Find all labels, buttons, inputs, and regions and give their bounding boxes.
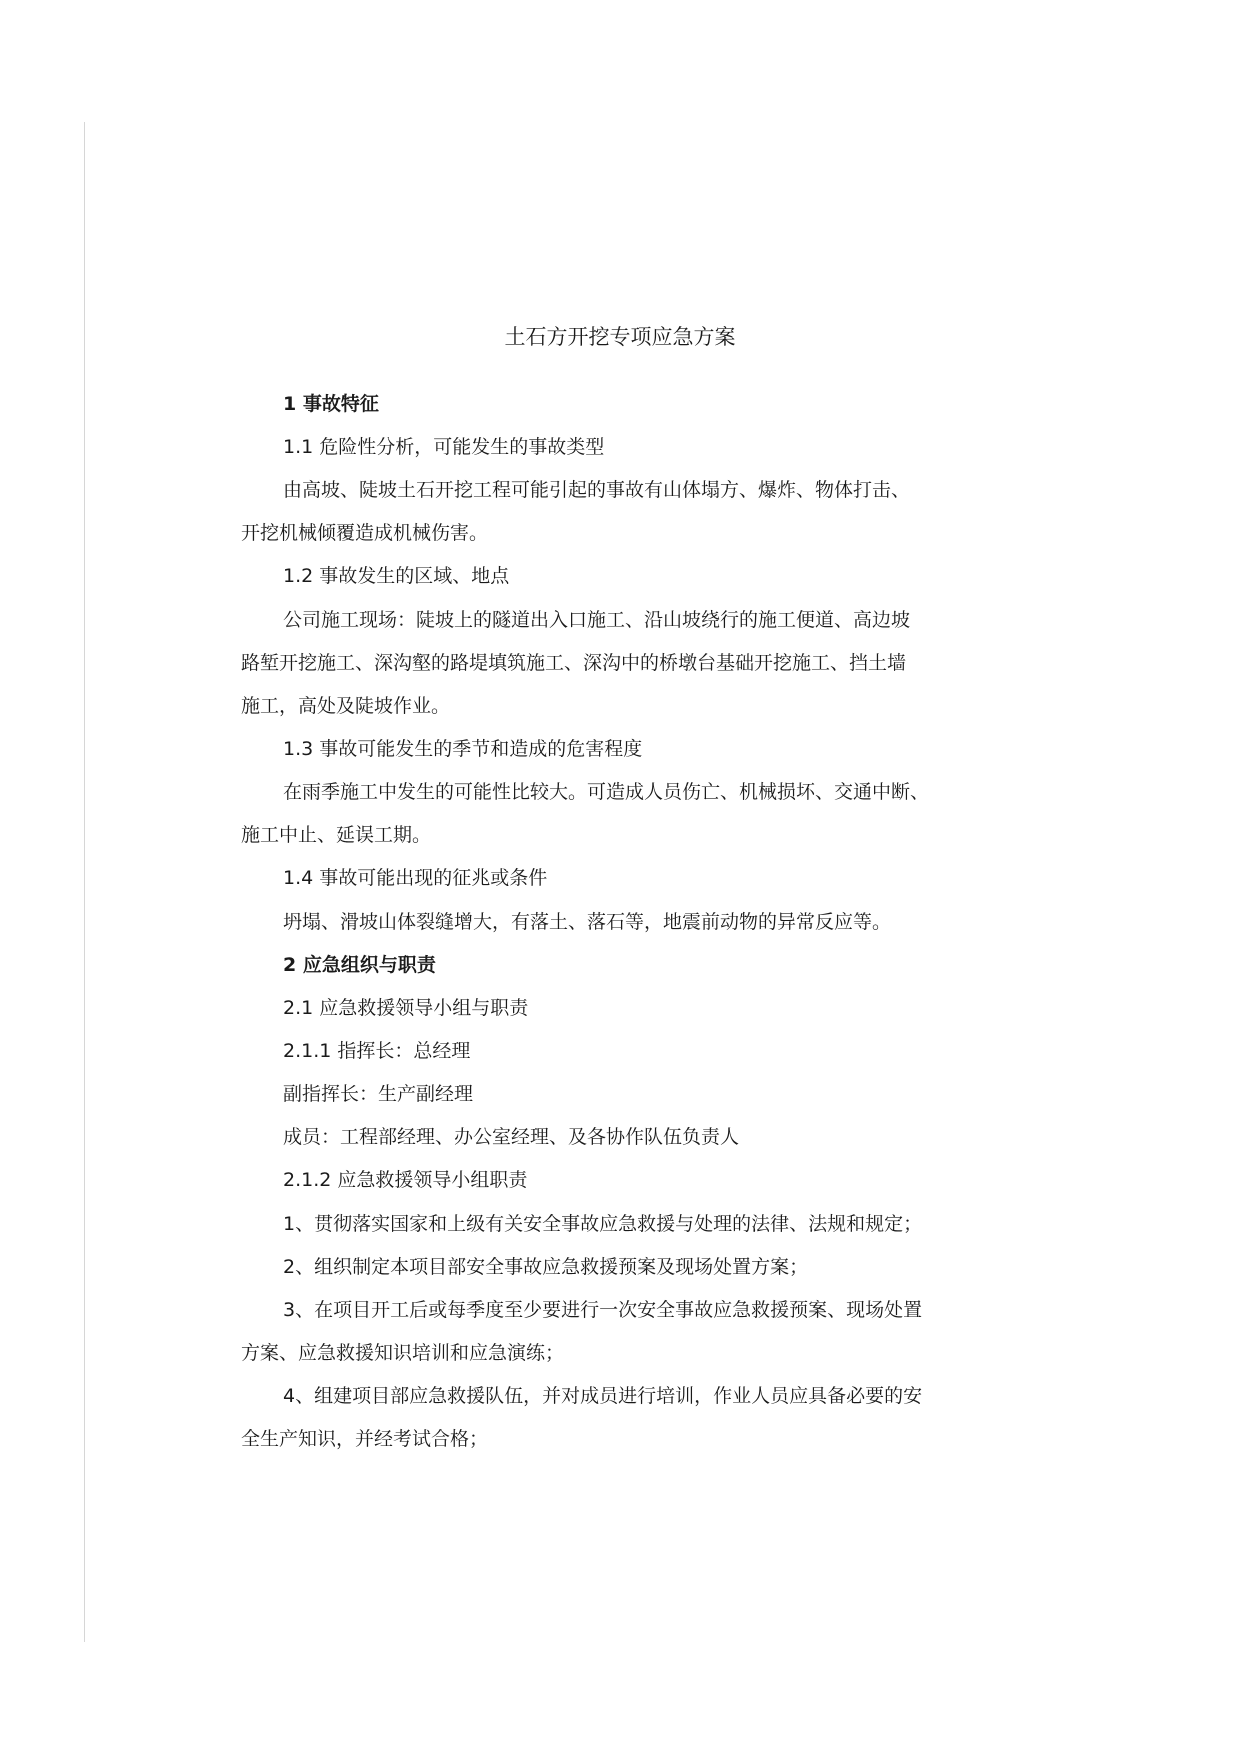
paragraph-line: 坍塌、滑坡山体裂缝增大，有落土、落石等，地震前动物的异常反应等。 xyxy=(283,911,892,933)
document-title: 土石方开挖专项应急方案 xyxy=(504,325,736,349)
list-item: 3、在项目开工后或每季度至少要进行一次安全事故应急救援预案、现场处置 xyxy=(283,1299,923,1321)
paragraph-line: 在雨季施工中发生的可能性比较大。可造成人员伤亡、机械损坏、交通中断、 xyxy=(283,781,930,803)
list-item-continuation: 方案、应急救援知识培训和应急演练； xyxy=(241,1342,565,1364)
subsection-heading-1-4: 1.4 事故可能出现的征兆或条件 xyxy=(283,867,548,889)
list-item: 4、组建项目部应急救援队伍，并对成员进行培训，作业人员应具备必要的安 xyxy=(283,1385,923,1407)
paragraph-line: 成员：工程部经理、办公室经理、及各协作队伍负责人 xyxy=(283,1126,740,1148)
list-item: 2、组织制定本项目部安全事故应急救援预案及现场处置方案； xyxy=(283,1256,809,1278)
section-heading-1: 1 事故特征 xyxy=(283,393,379,415)
list-item-continuation: 全生产知识，并经考试合格； xyxy=(241,1428,489,1450)
subsection-heading-1-1: 1.1 危险性分析，可能发生的事故类型 xyxy=(283,436,605,458)
paragraph-line: 开挖机械倾覆造成机械伤害。 xyxy=(241,522,489,544)
paragraph-line: 公司施工现场：陡坡上的隧道出入口施工、沿山坡绕行的施工便道、高边坡 xyxy=(283,609,911,631)
subsection-heading-2-1: 2.1 应急救援领导小组与职责 xyxy=(283,997,529,1019)
subsection-heading-1-2: 1.2 事故发生的区域、地点 xyxy=(283,565,510,587)
paragraph-line: 由高坡、陡坡土石开挖工程可能引起的事故有山体塌方、爆炸、物体打击、 xyxy=(283,479,911,501)
subsection-heading-2-1-2: 2.1.2 应急救援领导小组职责 xyxy=(283,1169,528,1191)
subsection-heading-1-3: 1.3 事故可能发生的季节和造成的危害程度 xyxy=(283,738,643,760)
list-item: 1、贯彻落实国家和上级有关安全事故应急救援与处理的法律、法规和规定； xyxy=(283,1213,923,1235)
paragraph-line: 施工中止、延误工期。 xyxy=(241,824,432,846)
section-heading-2: 2 应急组织与职责 xyxy=(283,954,436,976)
paragraph-line: 路堑开挖施工、深沟壑的路堤填筑施工、深沟中的桥墩台基础开挖施工、挡土墙 xyxy=(241,652,907,674)
paragraph-line: 副指挥长：生产副经理 xyxy=(283,1083,474,1105)
paragraph-line: 施工，高处及陡坡作业。 xyxy=(241,695,451,717)
paragraph-line: 2.1.1 指挥长：总经理 xyxy=(283,1040,471,1062)
